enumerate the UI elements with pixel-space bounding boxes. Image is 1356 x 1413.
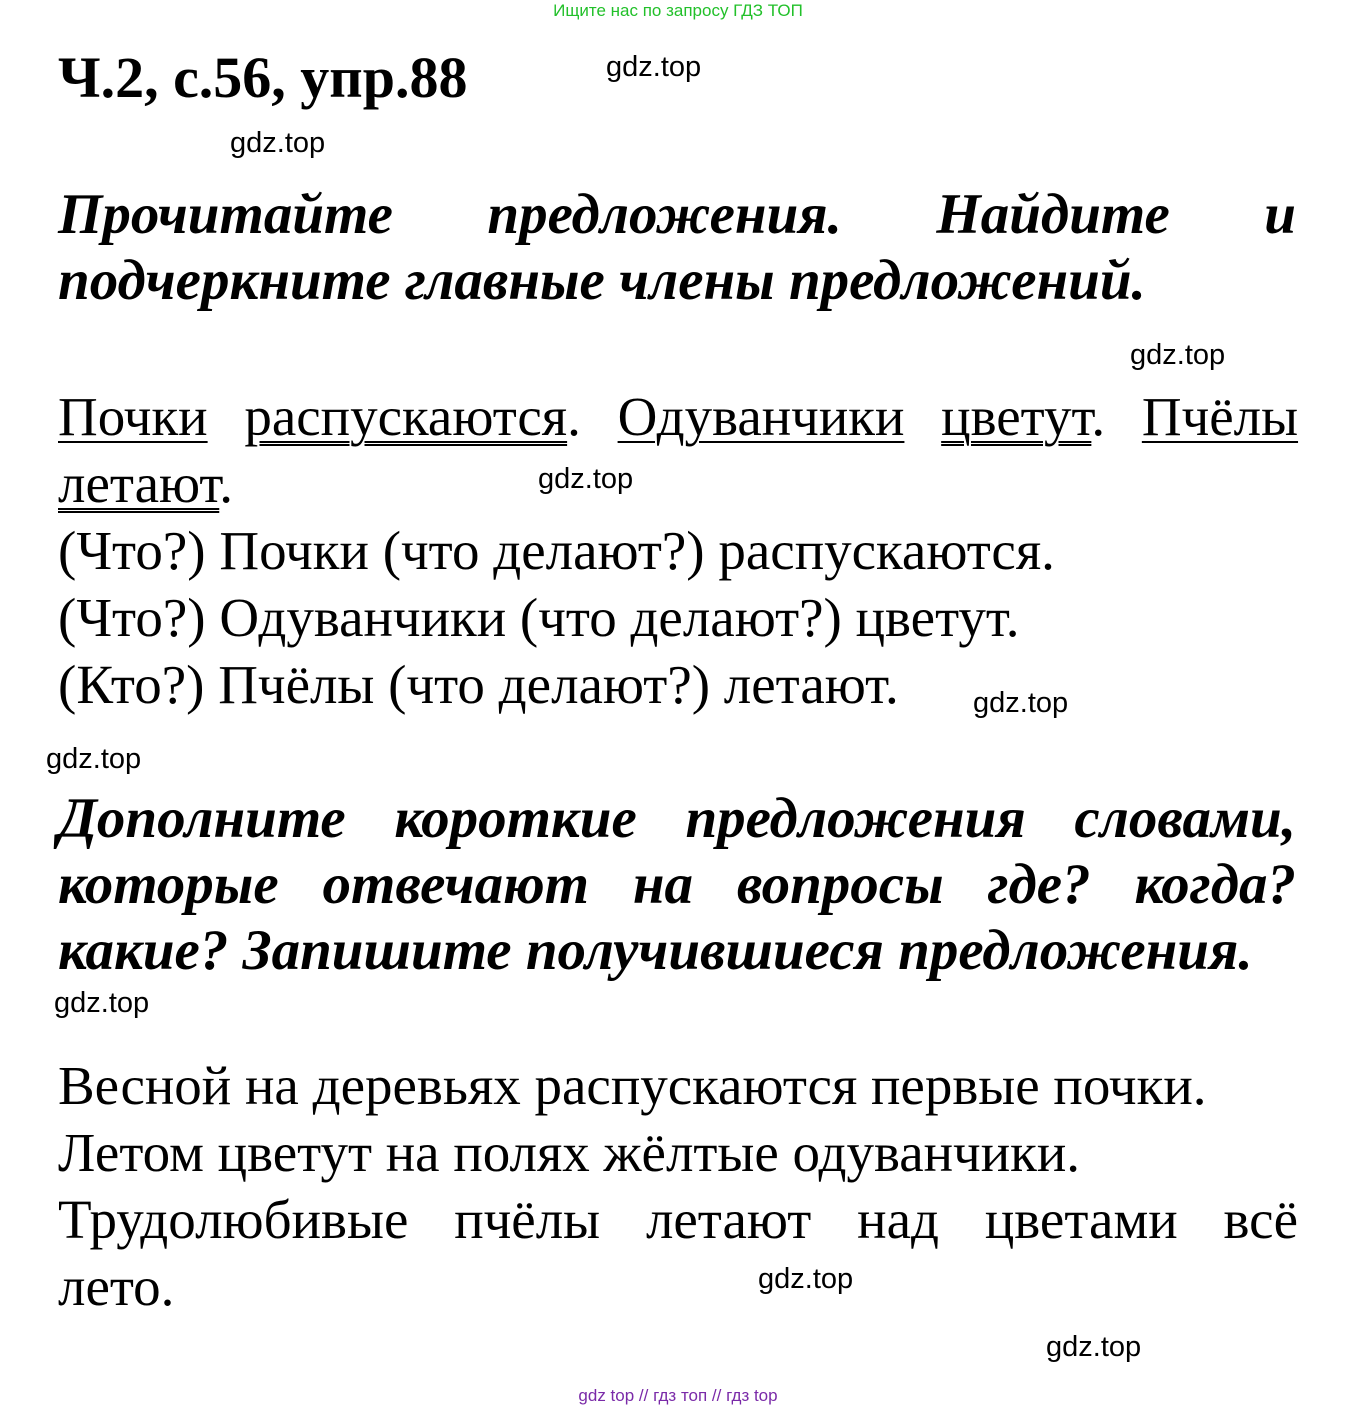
search-hint-banner: Ищите нас по запросу ГДЗ ТОП: [553, 1, 803, 20]
question-line: (Что?) Одуванчики (что делают?) цветут.: [58, 587, 1020, 648]
watermark: gdz.top: [606, 51, 702, 83]
watermark: gdz.top: [758, 1263, 854, 1295]
watermark: gdz.top: [1130, 339, 1226, 371]
watermark: gdz.top: [54, 987, 150, 1019]
watermark: gdz.top: [538, 463, 634, 495]
predicate-word: распускаются: [244, 386, 568, 447]
task2-line3: какие? Запишите получившиеся предложения.: [58, 919, 1253, 982]
question-line: (Что?) Почки (что делают?) распускаются.: [58, 520, 1055, 581]
watermark: gdz.top: [46, 743, 142, 775]
subject-word: Почки: [58, 386, 208, 447]
answer2-line3: Трудолюбивые пчёлы летают над цветами всё: [58, 1189, 1298, 1250]
watermark: gdz.top: [1046, 1331, 1142, 1363]
watermark: gdz.top: [230, 127, 326, 159]
task2-line1: Дополните короткие предложения словами,: [58, 787, 1296, 850]
question-line: (Кто?) Пчёлы (что делают?) летают.: [58, 654, 899, 715]
task1-line2: подчеркните главные члены предложений.: [58, 249, 1146, 312]
task2-line2: которые отвечают на вопросы где? когда?: [58, 853, 1296, 916]
answer-1: [58, 383, 1298, 718]
answer-2: [58, 1052, 1298, 1320]
subject-word: Одуванчики: [617, 386, 905, 447]
footer-links: gdz top // гдз топ // гдз top: [578, 1386, 778, 1405]
watermark: gdz.top: [973, 687, 1069, 719]
predicate-word: цветут: [941, 386, 1092, 447]
predicate-word: летают: [58, 453, 220, 514]
answer2-line2: Летом цветут на полях жёлтые одуванчики.: [58, 1122, 1081, 1183]
task-instruction-2: [58, 786, 1296, 984]
underlined-sentences-line: Почки распускаются. Одуванчики цветут. Пчёлы: [58, 386, 1299, 447]
answer2-line4: лето.: [58, 1256, 175, 1317]
subject-word: Пчёлы: [1141, 386, 1299, 447]
underlined-sentences-line: летают.: [58, 453, 233, 514]
page-title: Ч.2, с.56, упр.88: [58, 45, 468, 110]
answer2-line1: Весной на деревьях распускаются первые почки.: [58, 1055, 1207, 1116]
task1-line1: Прочитайте предложения. Найдите и: [58, 183, 1296, 246]
task-instruction-1: [58, 182, 1296, 314]
